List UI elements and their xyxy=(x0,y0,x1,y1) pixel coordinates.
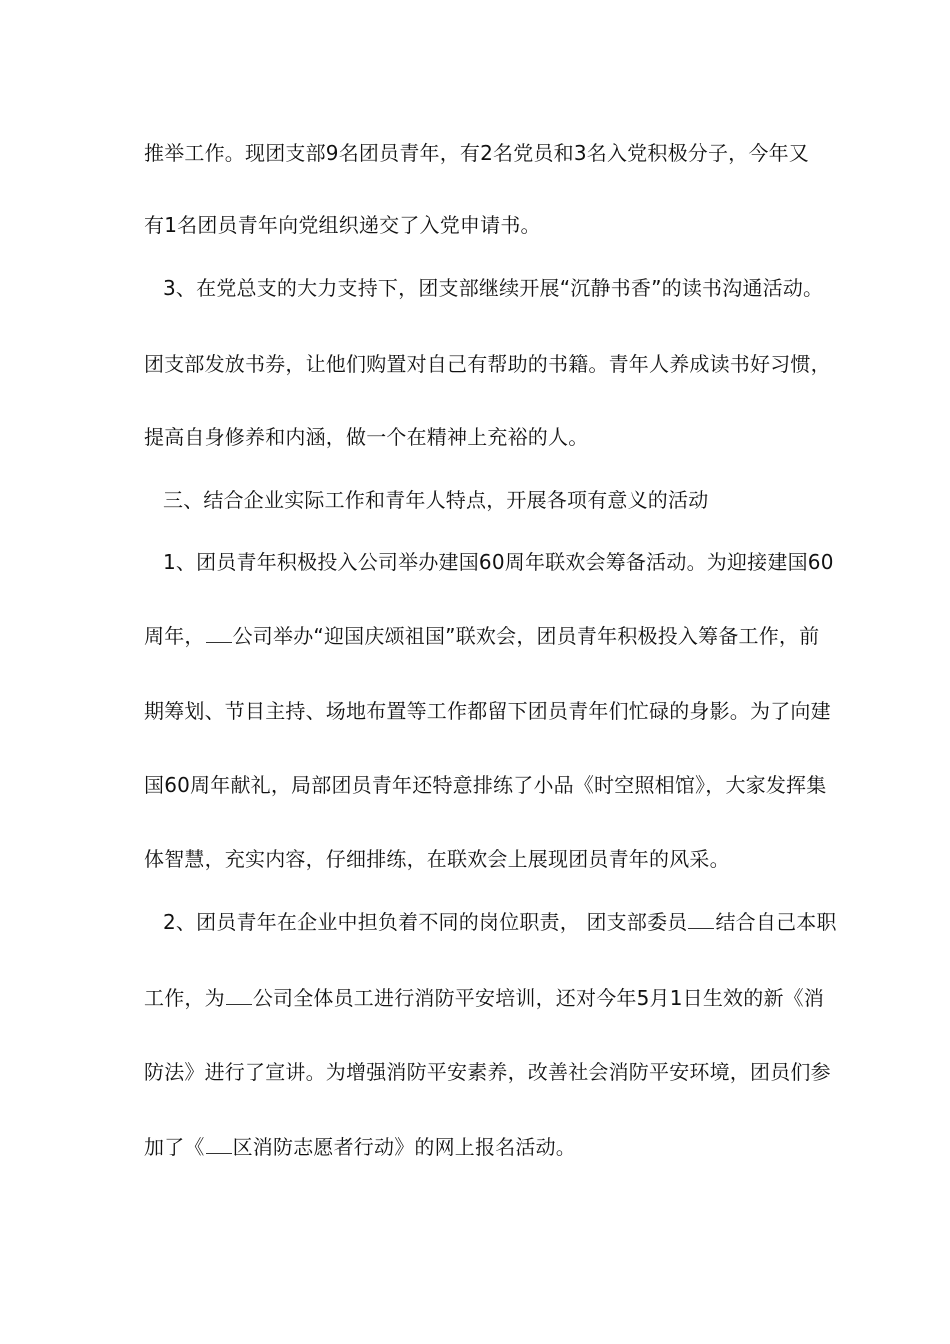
blank-underline xyxy=(226,986,252,1005)
paragraph-line-3: 3、在党总支的大力支持下，团支部继续开展“沉静书香”的读书沟通活动。 xyxy=(163,276,824,300)
blank-underline xyxy=(688,910,714,929)
text-segment: 公司举办“迎国庆颂祖国”联欢会，团员青年积极投入筹备工作，前 xyxy=(232,624,820,648)
paragraph-line-10: 体智慧，充实内容，仔细排练，在联欢会上展现团员青年的风采。 xyxy=(144,847,730,871)
text-segment: 结合自己本职 xyxy=(715,910,837,934)
paragraph-line-7 xyxy=(144,622,820,650)
paragraph-line-11 xyxy=(163,908,837,936)
paragraph-line-5: 提高自身修养和内涵，做一个在精神上充裕的人。 xyxy=(144,425,589,449)
text-segment: 工作，为 xyxy=(144,986,225,1010)
text-segment: 加了《 xyxy=(144,1135,205,1159)
text-segment: 区消防志愿者行动》的网上报名活动。 xyxy=(232,1135,577,1159)
paragraph-line-8: 期筹划、节目主持、场地布置等工作都留下团员青年们忙碌的身影。为了向建 xyxy=(144,699,831,723)
section-heading-3: 三、结合企业实际工作和青年人特点，开展各项有意义的活动 xyxy=(163,488,709,512)
blank-underline xyxy=(206,624,232,643)
paragraph-line-9: 国60周年献礼，局部团员青年还特意排练了小品《时空照相馆》，大家发挥集 xyxy=(144,773,827,797)
paragraph-line-6: 1、团员青年积极投入公司举办建国60周年联欢会筹备活动。为迎接建国60 xyxy=(163,550,834,574)
paragraph-line-4: 团支部发放书券，让他们购置对自己有帮助的书籍。青年人养成读书好习惯， xyxy=(144,352,831,376)
text-segment: 2、团员青年在企业中担负着不同的岗位职责， 团支部委员 xyxy=(163,910,688,934)
text-segment: 公司全体员工进行消防平安培训，还对今年5月1日生效的新《消 xyxy=(252,986,825,1010)
paragraph-line-2: 有1名团员青年向党组织递交了入党申请书。 xyxy=(144,213,541,237)
paragraph-line-13: 防法》进行了宣讲。为增强消防平安素养，改善社会消防平安环境，团员们参 xyxy=(144,1060,831,1084)
paragraph-line-1: 推举工作。现团支部9名团员青年，有2名党员和3名入党积极分子，今年又 xyxy=(144,141,809,165)
paragraph-line-14 xyxy=(144,1133,814,1161)
paragraph-line-12 xyxy=(144,984,825,1012)
blank-underline xyxy=(206,1135,232,1154)
text-segment: 周年， xyxy=(144,624,205,648)
